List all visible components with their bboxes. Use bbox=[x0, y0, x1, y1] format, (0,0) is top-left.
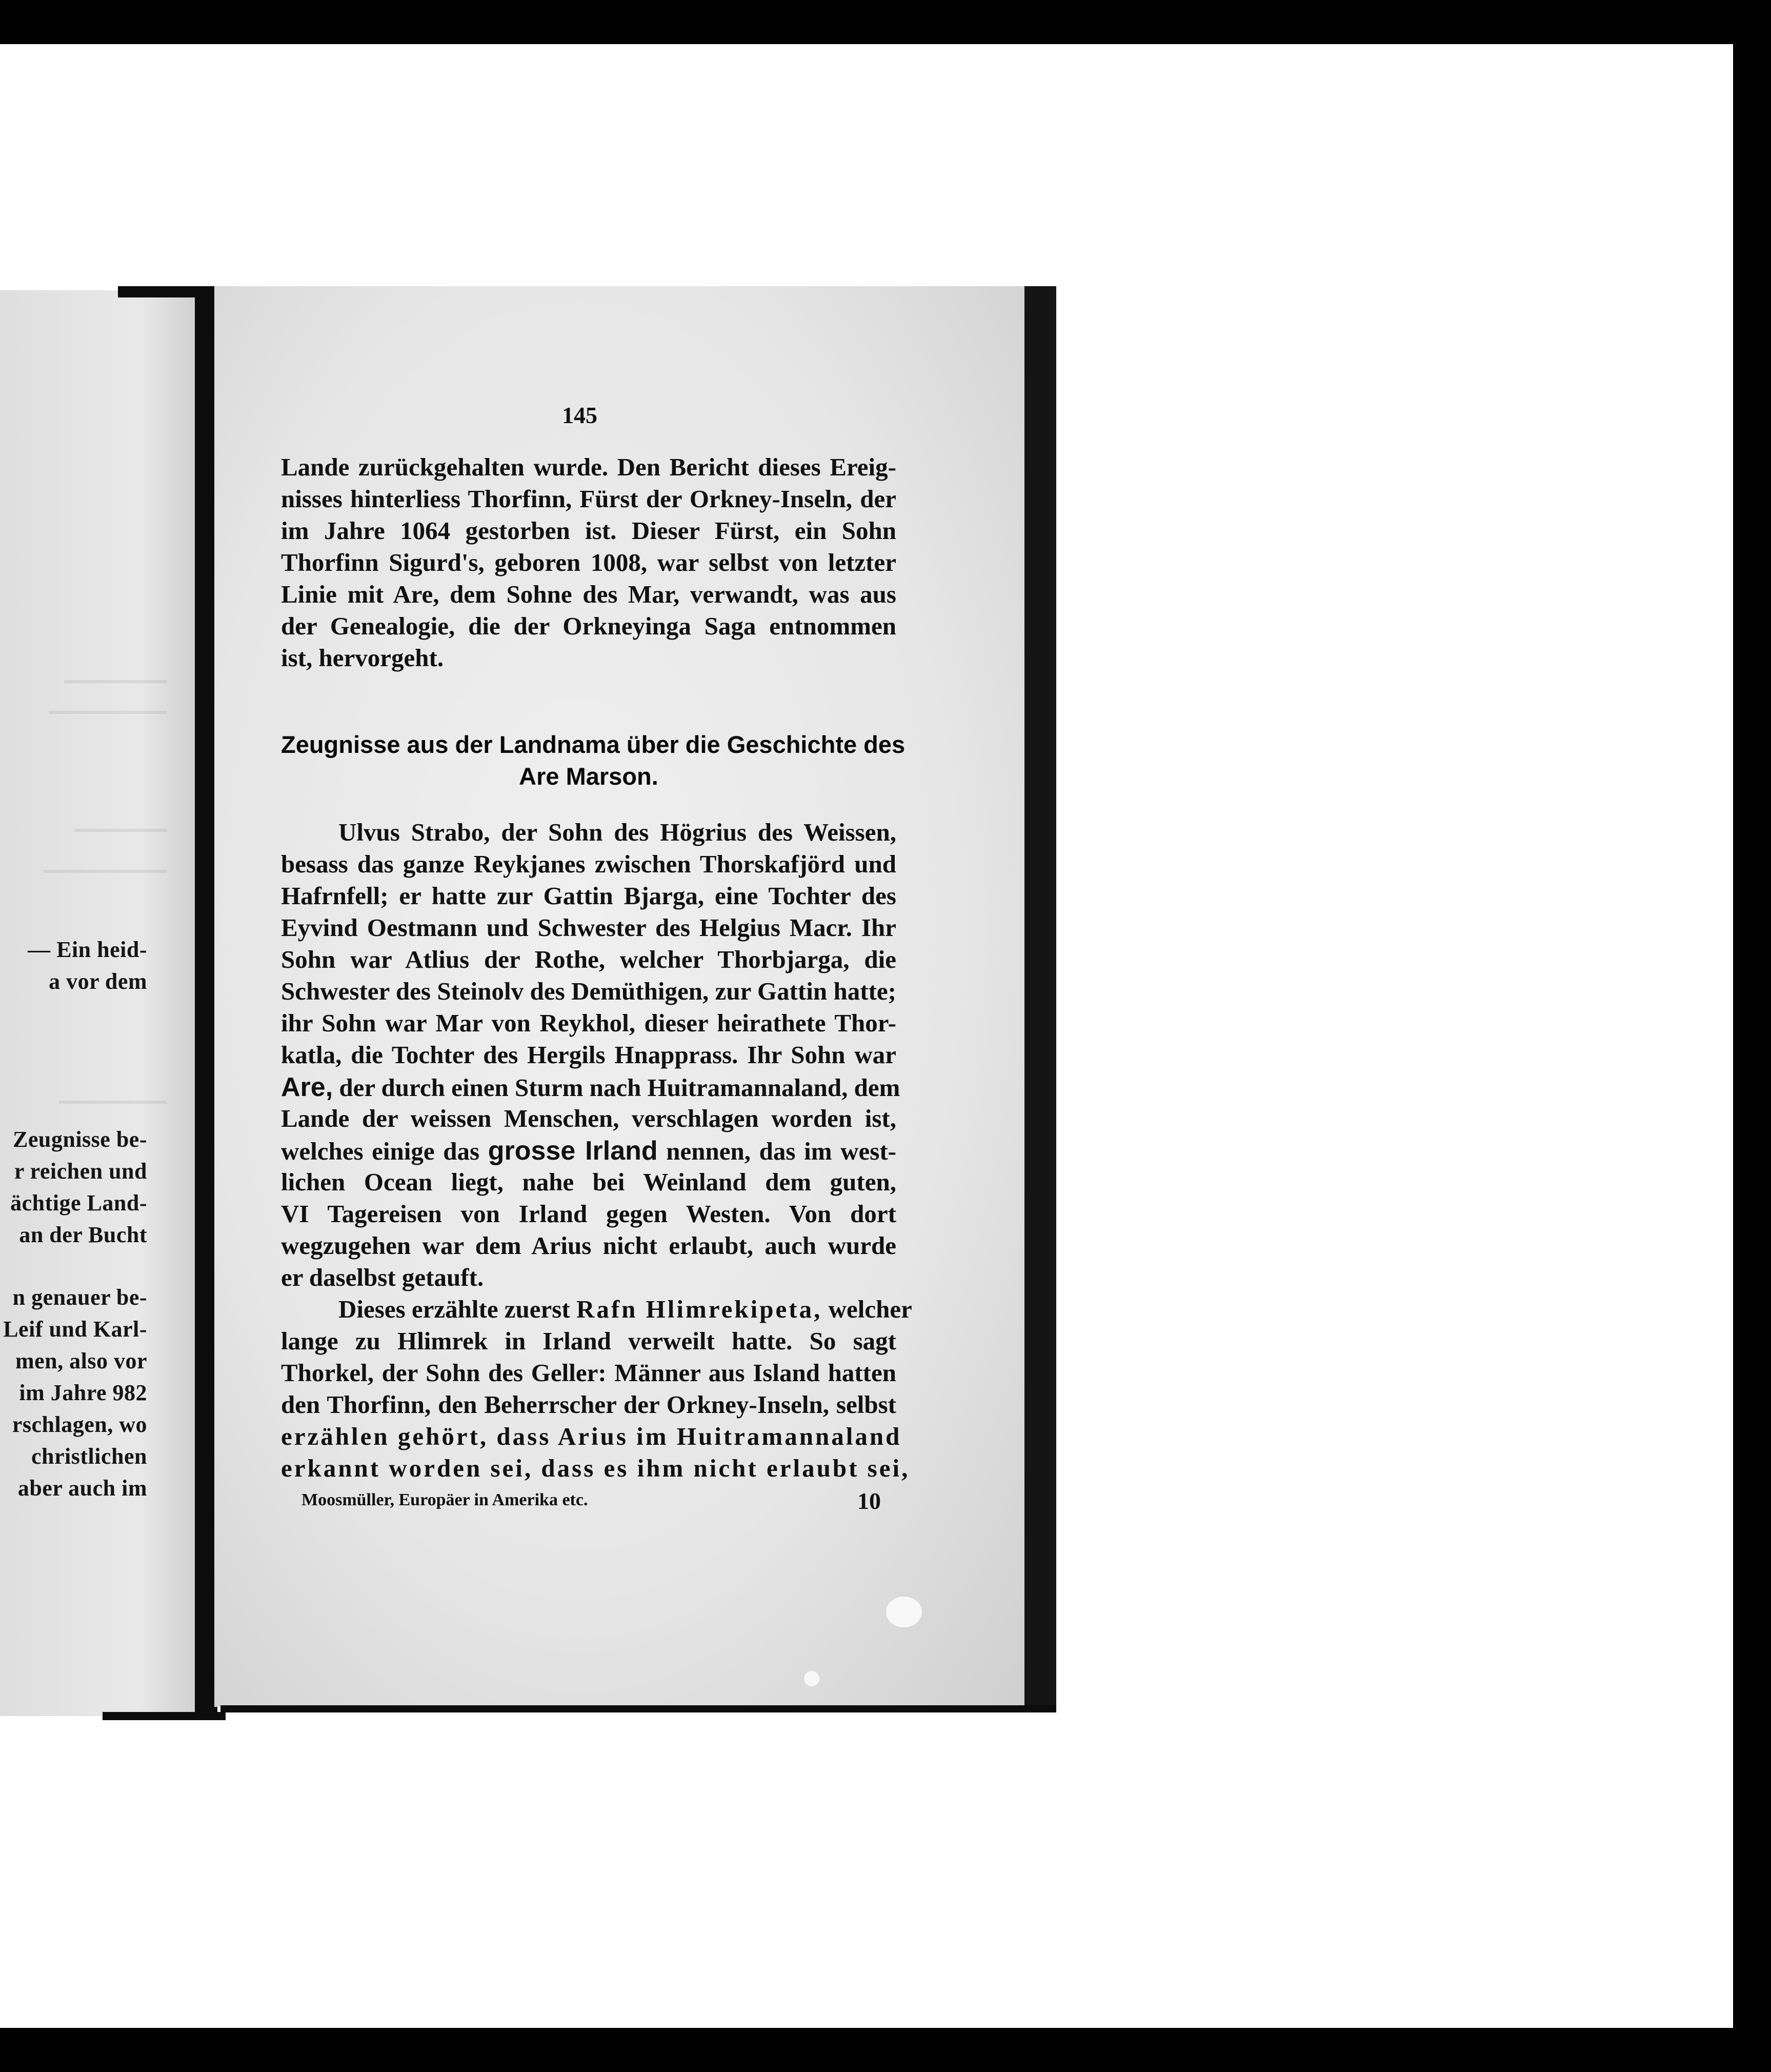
text-span: der durch einen Sturm nach Huitramannaland, dem bbox=[339, 1073, 900, 1102]
text-line bbox=[281, 1138, 896, 1164]
text-line: er daselbst getauft. bbox=[281, 1263, 484, 1291]
text-line: nisses hinterliess Thorfinn, Fürst der Orkney-Inseln, der bbox=[281, 485, 896, 513]
page-bottom-shadow bbox=[220, 1705, 1056, 1712]
text-line: Lande der weissen Menschen, verschlagen worden ist, bbox=[281, 1104, 896, 1132]
book-page bbox=[214, 286, 1024, 1707]
text-line: Thorkel, der Sohn des Geller: Männer aus Island hatten bbox=[281, 1359, 896, 1387]
text-line: lichen Ocean liegt, nahe bei Weinland dem guten, bbox=[281, 1168, 896, 1196]
text-line: Schwester des Steinolv des Demüthigen, zur Gattin hatte; bbox=[281, 977, 896, 1005]
text-line: Ulvus Strabo, der Sohn des Högrius des Weissen, bbox=[338, 818, 896, 846]
scan-border-bottom bbox=[0, 2028, 1771, 2072]
text-line: Thorfinn Sigurd's, geboren 1008, war selbst von letzter bbox=[281, 548, 896, 576]
text-line: der Genealogie, die der Orkneyinga Saga entnommen bbox=[281, 612, 896, 640]
text-line: wegzugehen war dem Arius nicht erlaubt, auch wurde bbox=[281, 1231, 896, 1260]
scan-border-right bbox=[1733, 44, 1771, 2028]
left-page-line: — Ein heid- bbox=[28, 937, 147, 962]
left-facing-page bbox=[0, 290, 197, 1716]
left-page-line: r reichen und bbox=[14, 1159, 147, 1184]
text-line: Eyvind Oestmann und Schwester des Helgius Macr. Ihr bbox=[281, 913, 896, 942]
text-line bbox=[338, 1295, 912, 1323]
scan-border-top bbox=[0, 0, 1771, 44]
left-page-line: christlichen bbox=[31, 1444, 147, 1469]
left-page-line: men, also vor bbox=[15, 1348, 147, 1373]
binding-bottom-edge bbox=[103, 1712, 226, 1720]
left-page-line: an der Bucht bbox=[19, 1222, 147, 1247]
text-line: lange zu Hlimrek in Irland verweilt hatte. So sagt bbox=[281, 1327, 896, 1355]
paper-stain bbox=[804, 1671, 819, 1686]
text-line bbox=[281, 1072, 900, 1102]
footer-imprint: Moosmüller, Europäer in Amerika etc. bbox=[301, 1490, 588, 1509]
bleed-through bbox=[64, 680, 167, 683]
left-page-line: n genauer be- bbox=[12, 1285, 147, 1310]
left-page-line: a vor dem bbox=[49, 969, 147, 994]
text-line: besass das ganze Reykjanes zwischen Thorskafjörd und bbox=[281, 850, 896, 878]
text-line: VI Tagereisen von Irland gegen Westen. Von dort bbox=[281, 1200, 896, 1228]
bleed-through bbox=[59, 1101, 167, 1104]
text-line: im Jahre 1064 gestorben ist. Dieser Fürst, ein Sohn bbox=[281, 516, 896, 545]
emphasis-name: grosse Irland bbox=[488, 1136, 658, 1166]
page-number: 145 bbox=[562, 402, 597, 428]
text-line: Linie mit Are, dem Sohne des Mar, verwandt, was aus bbox=[281, 580, 896, 608]
text-line: katla, die Tochter des Hergils Hnapprass. Ihr Sohn war bbox=[281, 1041, 896, 1069]
text-line: Hafrnfell; er hatte zur Gattin Bjarga, eine Tochter des bbox=[281, 882, 896, 910]
section-heading: Are Marson. bbox=[519, 763, 658, 790]
binding-top-edge bbox=[118, 286, 220, 297]
text-span: Dieses erzählte zuerst bbox=[338, 1295, 570, 1323]
text-span: welcher bbox=[828, 1295, 912, 1323]
left-page-line: aber auch im bbox=[17, 1476, 147, 1501]
bleed-through bbox=[44, 870, 167, 873]
page-right-shadow bbox=[1024, 286, 1056, 1711]
text-span: nennen, das im west- bbox=[666, 1137, 896, 1165]
text-line: Sohn war Atlius der Rothe, welcher Thorbjarga, die bbox=[281, 945, 896, 973]
left-page-line: rschlagen, wo bbox=[12, 1412, 147, 1437]
text-line: den Thorfinn, den Beherrscher der Orkney-Inseln, selbst bbox=[281, 1390, 896, 1419]
text-line: erkannt worden sei, dass es ihm nicht erlaubt sei, bbox=[281, 1454, 910, 1482]
bleed-through bbox=[49, 711, 167, 714]
paper-stain bbox=[886, 1597, 922, 1627]
signature-mark: 10 bbox=[857, 1488, 881, 1514]
left-page-line: im Jahre 982 bbox=[19, 1380, 147, 1405]
text-line: Lande zurückgehalten wurde. Den Bericht dieses Ereig- bbox=[281, 453, 896, 481]
text-line: ihr Sohn war Mar von Reykhol, dieser heirathete Thor- bbox=[281, 1009, 896, 1037]
left-page-line: ächtige Land- bbox=[10, 1190, 147, 1216]
spaced-name: Rafn Hlimrekipeta, bbox=[576, 1295, 822, 1323]
text-line: ist, hervorgeht. bbox=[281, 644, 444, 672]
left-page-line: Zeugnisse be- bbox=[13, 1127, 147, 1152]
bleed-through bbox=[74, 829, 167, 832]
text-line: erzählen gehört, dass Arius im Huitramannaland bbox=[281, 1422, 902, 1450]
text-span: welches einige das bbox=[281, 1137, 480, 1165]
section-heading: Zeugnisse aus der Landnama über die Geschichte des bbox=[281, 731, 905, 758]
page-footer bbox=[301, 1488, 881, 1514]
emphasis-name: Are, bbox=[281, 1072, 333, 1102]
left-page-line: Leif und Karl- bbox=[3, 1317, 147, 1342]
